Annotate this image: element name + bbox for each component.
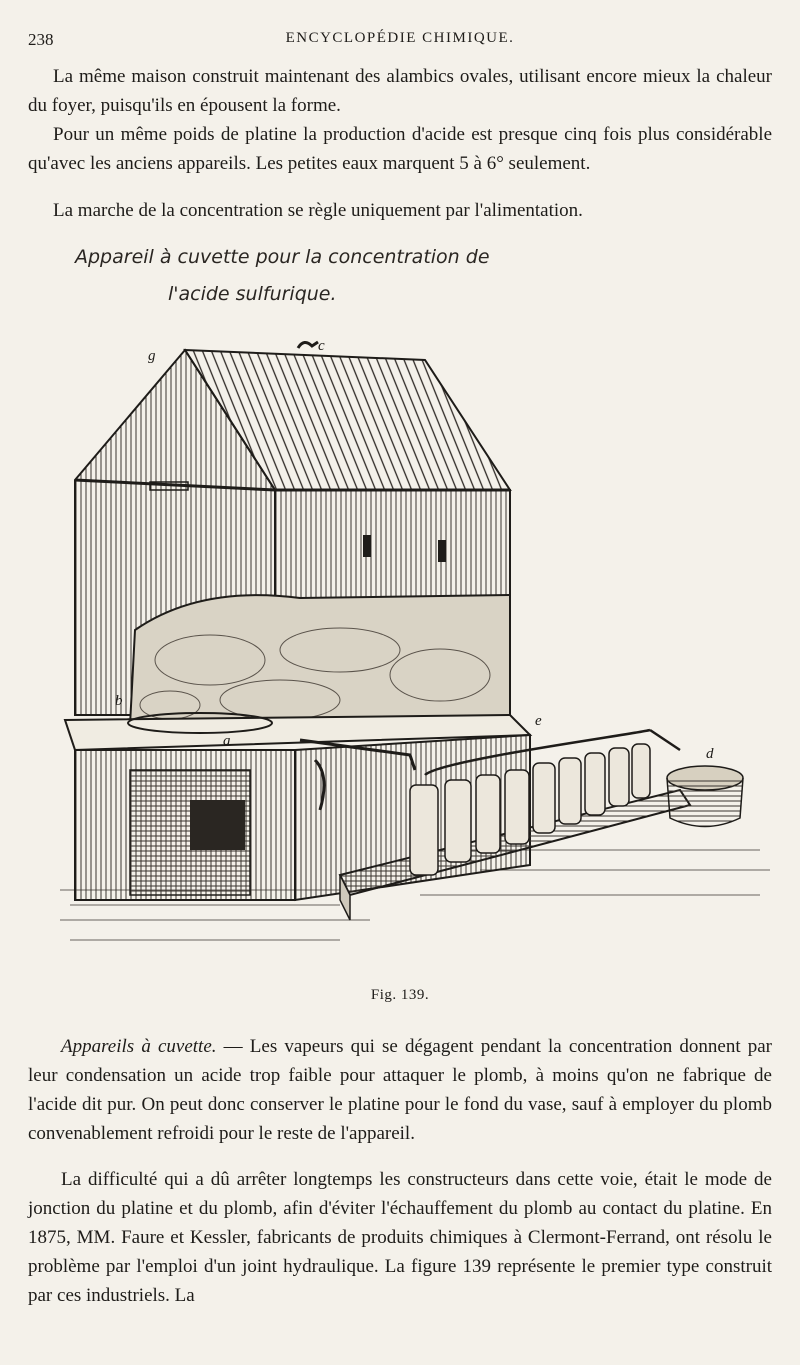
paragraph-2: Pour un même poids de platine la production d'acide est presque cinq fois plus considérable qu'avec les anciens appareils. Les petites eaux marquent 5 à 6° seulement.: [28, 124, 772, 174]
figure-letter-e: e: [535, 713, 542, 729]
figure-illustration: [40, 330, 780, 970]
paragraph-3: La marche de la concentration se règle uniquement par l'alimentation.: [53, 200, 583, 221]
paragraph-4-body: — Les vapeurs qui se dégagent pendant la concentration donnent par leur condensation un acide trop faible pour attaquer le plomb, à moins qu'on ne fabrique de l'acide dit pur. On peut donc conserver le platine pour le fond du vase, sauf à employer du plomb convenablement refroidi pour le reste de l'appareil.: [28, 1036, 772, 1144]
paragraph-4-heading: Appareils à cuvette.: [61, 1036, 217, 1057]
paragraph-4: [28, 1032, 772, 1148]
figure-letter-g: g: [148, 348, 156, 364]
figure-letter-a: a: [223, 733, 231, 749]
handwritten-caption-line-2: l'acide sulfurique.: [168, 283, 337, 305]
handwritten-caption-line-1: Appareil à cuvette pour la concentration de: [75, 246, 490, 268]
masonry-block: [130, 595, 510, 725]
header-title: ENCYCLOPÉDIE CHIMIQUE.: [285, 30, 515, 46]
figure-letter-d: d: [706, 746, 714, 762]
page-number: 238: [28, 30, 54, 49]
figure-letter-b: b: [115, 693, 123, 709]
figure-caption: Fig. 139.: [370, 987, 430, 1003]
figure-letter-c: c: [318, 338, 325, 354]
collection-basket: [667, 766, 743, 827]
running-head: [28, 30, 772, 52]
paragraph-5: La difficulté qui a dû arrêter longtemps les constructeurs dans cette voie, était le mode de jonction du platine et du plomb, afin d'éviter l'échauffement du plomb au contact du platine. En 1875, MM. Faure et Kessler, fabricants de produits chimiques à Clermont-Ferrand, ont résolu le problème par l'emploi d'un joint hydraulique. La figure 139 représente le premier type construit par ces industriels. La: [28, 1169, 772, 1306]
paragraph-1: La même maison construit maintenant des alambics ovales, utilisant encore mieux la chaleur du foyer, puisqu'ils en épousent la forme.: [28, 66, 772, 116]
